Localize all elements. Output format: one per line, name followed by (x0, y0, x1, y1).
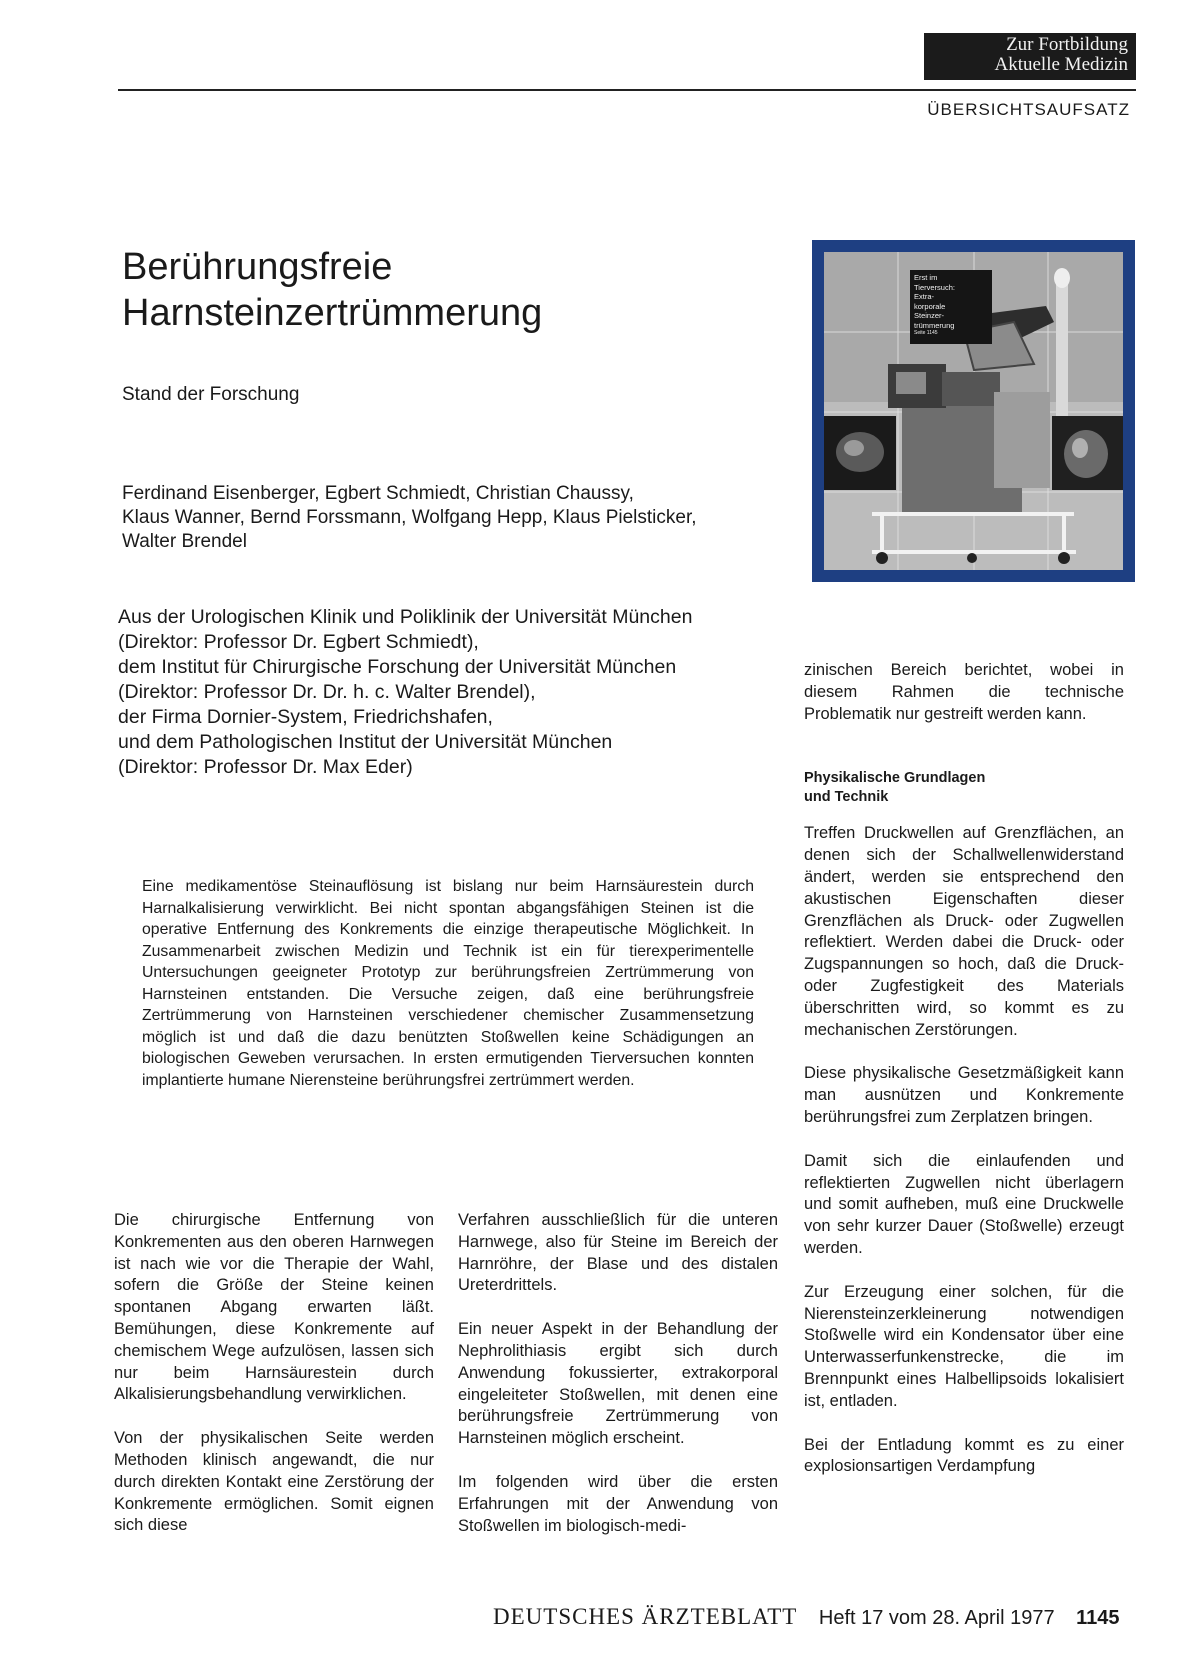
abstract (142, 876, 754, 1091)
section-heading-line-1: Physikalische Grundlagen (804, 770, 986, 787)
header-rule (118, 89, 1136, 91)
affiliation-line: und dem Pathologischen Institut der Universität München (118, 731, 613, 753)
column-3 (804, 660, 1124, 1500)
paragraph: Verfahren ausschließlich für die unteren Harnwege, also für Steine im Bereich der Harnröhre, der Blase und des distalen Ureterdrittels. (458, 1211, 778, 1295)
affiliation-line: Aus der Urologischen Klinik und Poliklinik der Universität München (118, 606, 693, 628)
page-footer (493, 1604, 1120, 1630)
page-number: 1145 (1076, 1607, 1120, 1629)
author-line: Klaus Wanner, Bernd Forssmann, Wolfgang Hepp, Klaus Pielsticker, (122, 507, 697, 528)
author-list (122, 482, 697, 554)
paragraph: Zur Erzeugung einer solchen, für die Nierensteinzerkleinerung notwendigen Stoßwelle wird ein Kondensator über eine Unterwasserfunkenstrecke, die im Brennpunkt eines Halbellipsoids lokalisiert ist, entladen. (804, 1282, 1124, 1410)
section-badge (924, 33, 1136, 80)
article-subtitle: Stand der Forschung (122, 384, 300, 405)
cover-caption-box (910, 270, 992, 344)
issue-info: Heft 17 vom 28. April 1977 (818, 1607, 1055, 1629)
paragraph: Ein neuer Aspekt in der Behandlung der Nephrolithiasis ergibt sich durch Anwendung fokussierter, extrakorporal eingeleiteter Stoßwellen, mit denen eine berührungsfreie Zertrümmerung von Harnsteinen möglich erscheint. (458, 1320, 778, 1448)
abstract-text: Eine medikamentöse Steinauflösung ist bislang nur beim Harnsäurestein durch Harnalkalisierung verwirklicht. Bei nicht spontan abgangsfähigen Steinen ist die operative Entfernung des Konkrements die einzige therapeutische Möglichkeit. In Zusammenarbeit zwischen Medizin und Technik ist ein für tierexperimentelle Untersuchungen geeigneter Prototyp zur berührungsfreien Zertrümmerung von Harnsteinen entstanden. Die Versuche zeigen, daß eine berührungsfreie Zertrümmerung von Harnsteinen verschiedener chemischer Zusammensetzung möglich ist und daß die dazu benützten Stoßwellen keine Schädigungen an biologischen Geweben verursachen. In ersten ermutigenden Tierversuchen konnten implantierte humane Nierensteine berührungsfrei zertrümmert werden. (142, 878, 754, 1089)
cover-caption-line: Extra- (914, 292, 935, 301)
section-heading-line-2: und Technik (804, 789, 889, 806)
author-line: Walter Brendel (122, 531, 247, 552)
cover-image (812, 240, 1135, 582)
column-2 (458, 1210, 778, 1559)
affiliation-line: (Direktor: Professor Dr. Max Eder) (118, 756, 413, 778)
badge-line-1: Zur Fortbildung (1006, 34, 1128, 55)
affiliation-line: (Direktor: Professor Dr. Egbert Schmiedt), (118, 631, 479, 653)
author-line: Ferdinand Eisenberger, Egbert Schmiedt, Christian Chaussy, (122, 483, 634, 504)
paragraph: Diese physikalische Gesetzmäßigkeit kann man ausnützen und Konkremente berührungsfrei zum Zerplatzen bringen. (804, 1064, 1124, 1126)
section-label: ÜBERSICHTSAUFSATZ (927, 100, 1130, 119)
affiliation-line: der Firma Dornier-System, Friedrichshafen, (118, 706, 493, 728)
cover-photo (824, 252, 1123, 570)
paragraph: Damit sich die einlaufenden und reflektierten Zugwellen nicht überlagern und somit aufheben, muß eine Druckwelle von sehr kurzer Dauer (Stoßwelle) erzeugt werden. (804, 1151, 1124, 1257)
cover-caption-line: trümmerung (914, 320, 955, 330)
cover-page-ref: Seite 1145 (914, 330, 938, 336)
affiliation-line: dem Institut für Chirurgische Forschung der Universität München (118, 656, 677, 678)
column-1 (114, 1210, 434, 1559)
paragraph: zinischen Bereich berichtet, wobei in diesem Rahmen die technische Problematik nur gestreift werden kann. (804, 661, 1124, 723)
section-heading (804, 769, 1124, 807)
paragraph: Bei der Entladung kommt es zu einer explosionsartigen Verdampfung (804, 1435, 1124, 1476)
article-title (122, 244, 542, 336)
cover-caption-line: korporale (914, 301, 946, 311)
paragraph: Die chirurgische Entfernung von Konkrementen aus den oberen Harnwegen ist nach wie vor die Therapie der Wahl, sofern die Größe der Steine keinen spontanen Abgang erwarten läßt. Bemühungen, diese Konkremente auf chemischem Wege aufzulösen, lassen sich nur beim Harnsäurestein durch Alkalisierungsbehandlung verwirklichen. (114, 1211, 434, 1404)
cover-caption-line: Tierversuch: (914, 282, 955, 292)
journal-name: DEUTSCHES ÄRZTEBLATT (493, 1604, 798, 1629)
title-line-1: Berührungsfreie (122, 246, 393, 288)
badge-line-2: Aktuelle Medizin (994, 54, 1128, 75)
cover-caption-line: Steinzer- (914, 311, 945, 320)
paragraph: Von der physikalischen Seite werden Methoden klinisch angewandt, die nur durch direkten Kontakt eine Zerstörung der Konkremente ermöglichen. Somit eignen sich diese (114, 1429, 434, 1535)
paragraph: Treffen Druckwellen auf Grenzflächen, an denen sich der Schallwellenwiderstand ändert, werden sie entsprechend den akustischen Eigenschaften dieser Grenzflächen als Druck- oder Zugwellen reflektiert. Werden dabei die Druck- oder Zugspannungen so hoch, daß die Druck- oder Zugfestigkeit des Materials überschritten wird, so kommt es zu mechanischen Zerstörungen. (804, 824, 1124, 1039)
title-line-2: Harnsteinzertrümmerung (122, 292, 543, 334)
cover-caption-line: Erst im (914, 273, 938, 282)
paragraph: Im folgenden wird über die ersten Erfahrungen mit der Anwendung von Stoßwellen im biologisch-medi- (458, 1472, 778, 1535)
affiliation (118, 605, 692, 780)
affiliation-line: (Direktor: Professor Dr. Dr. h. c. Walter Brendel), (118, 681, 536, 703)
